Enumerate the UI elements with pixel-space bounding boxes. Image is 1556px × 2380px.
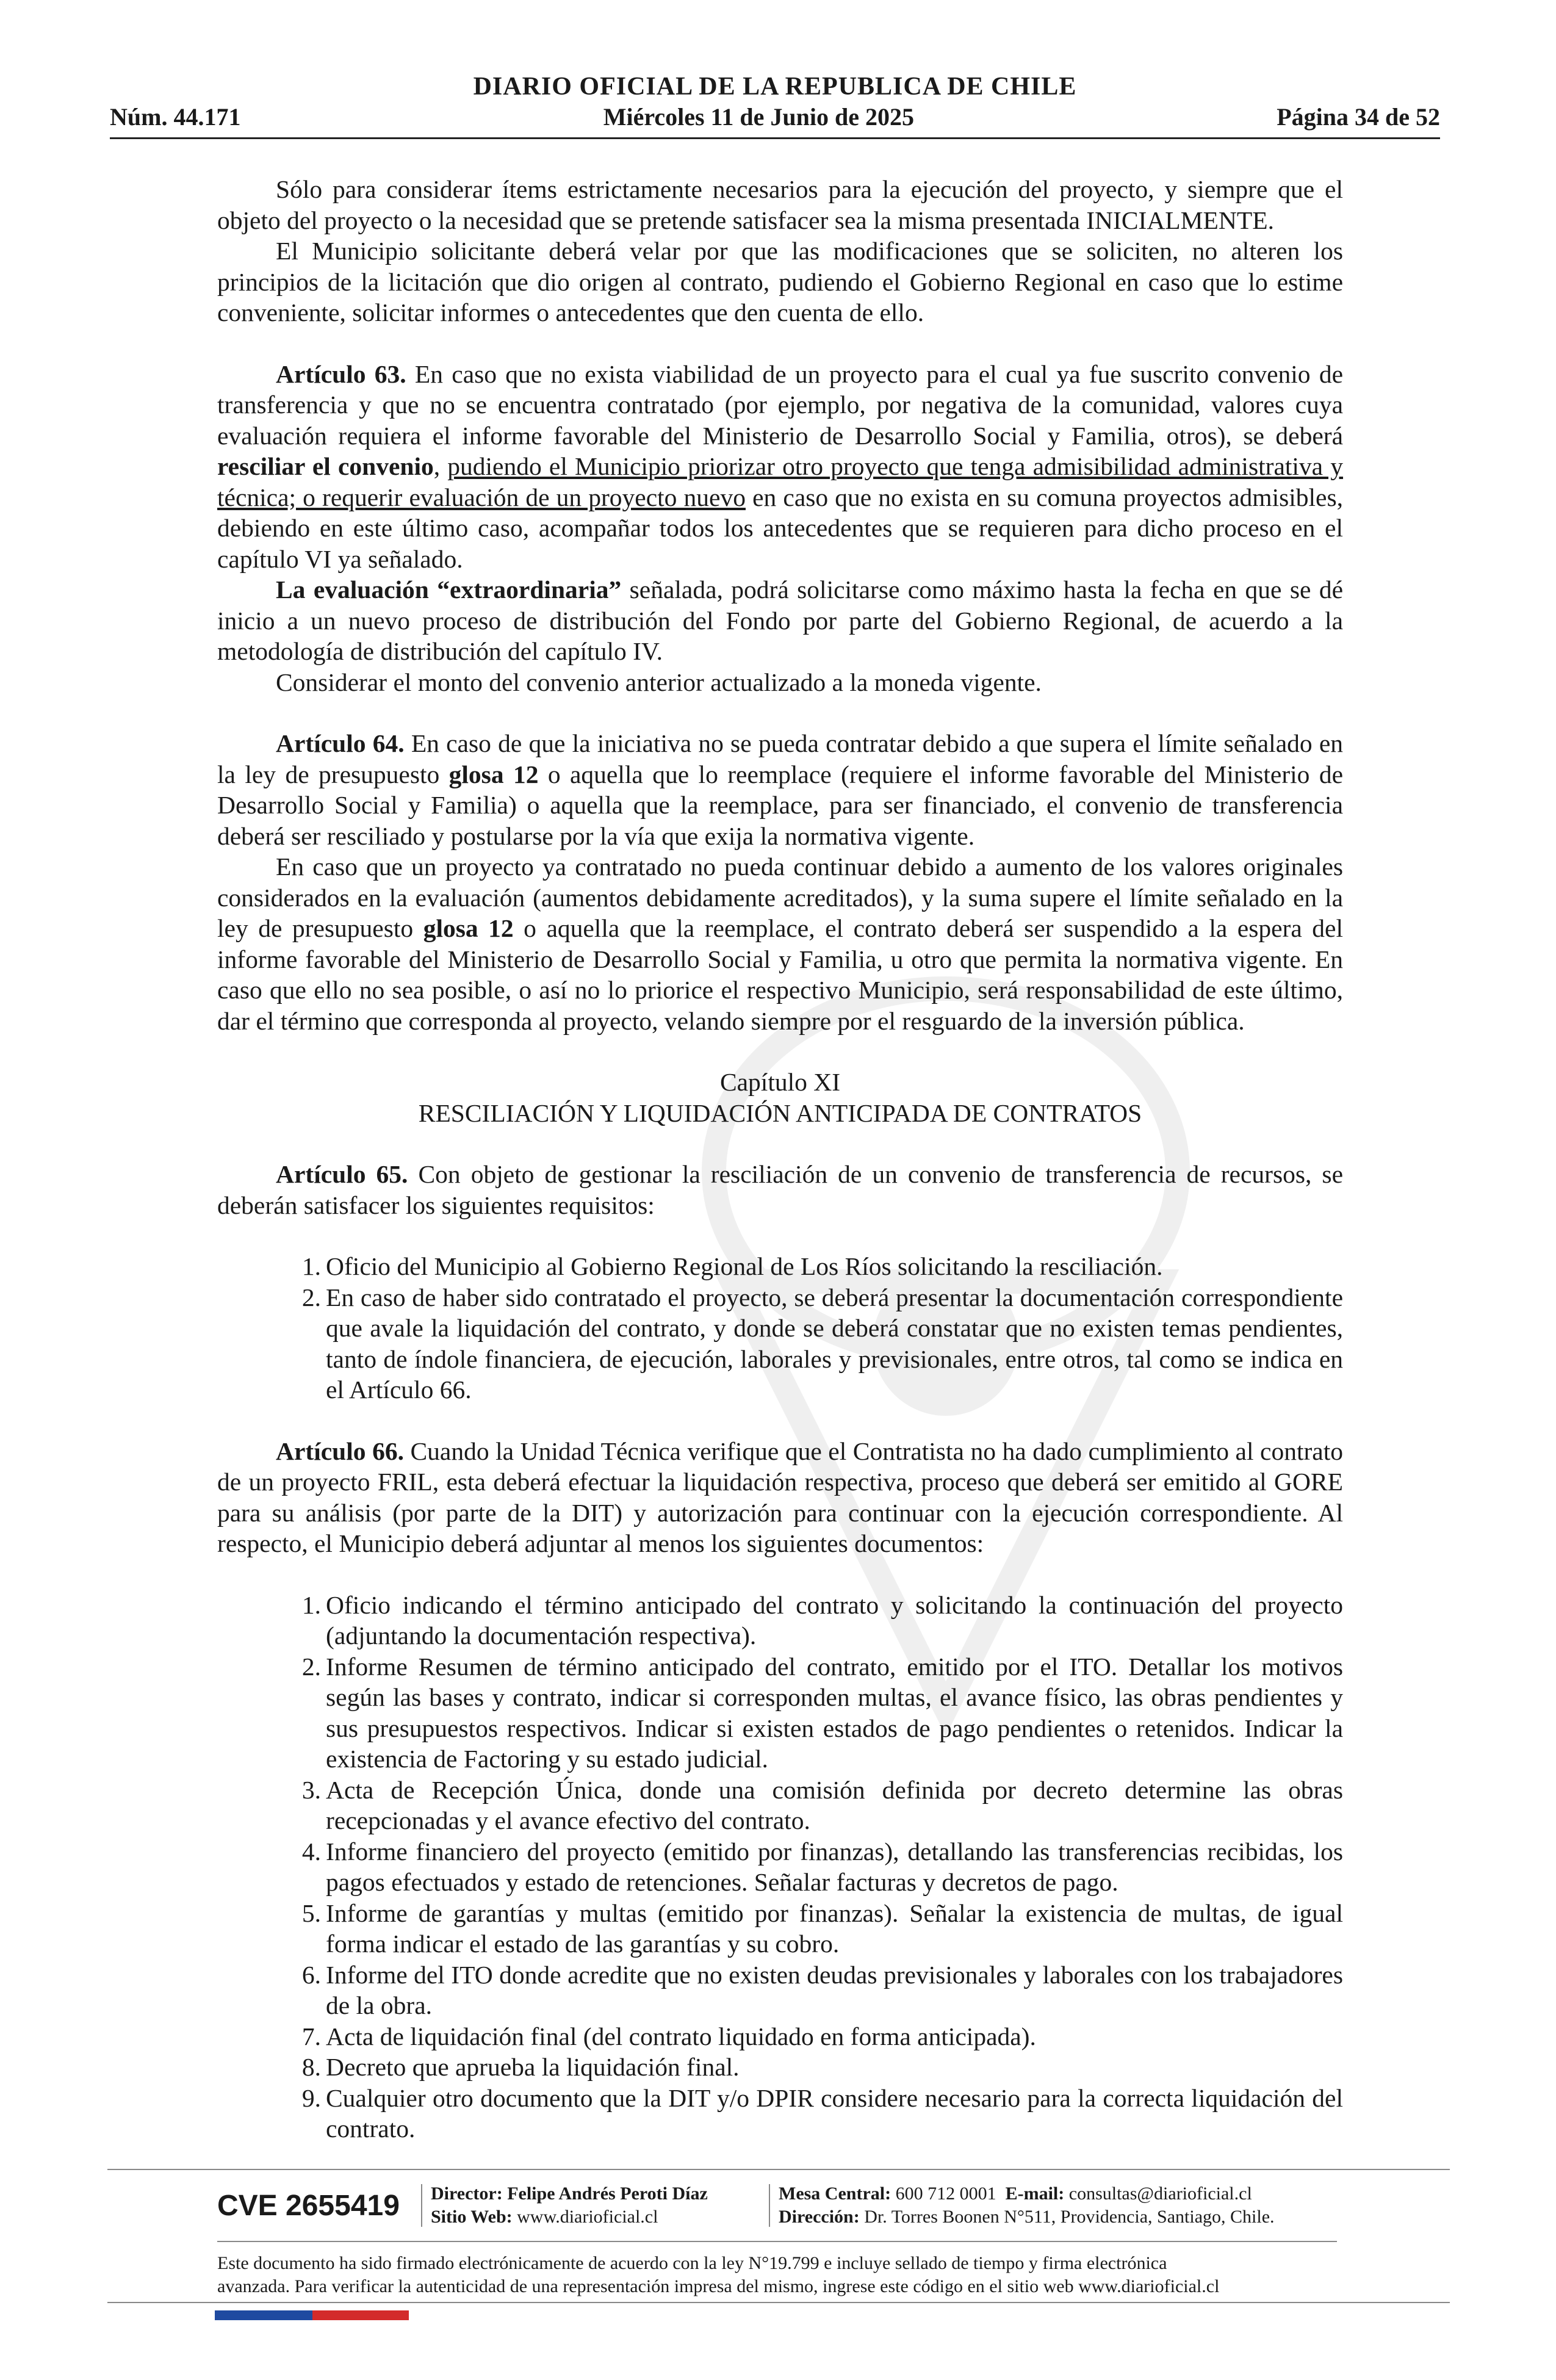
phone-number: 600 712 0001 — [895, 2183, 996, 2204]
list-item — [217, 1960, 1343, 2021]
footer-divider — [107, 2169, 1450, 2170]
list-item-text: Informe del ITO donde acredite que no existen deudas previsionales y laborales con los trabajadores de la obra. — [326, 1960, 1343, 2019]
address: Dr. Torres Boonen N°511, Providencia, Santiago, Chile. — [864, 2207, 1275, 2227]
flag-red-segment — [312, 2310, 409, 2320]
cve-code: CVE 2655419 — [217, 2189, 400, 2222]
article-label: Artículo 66. — [276, 1437, 404, 1465]
list-item-number: 3. — [301, 1775, 321, 1804]
list-item-text: Acta de Recepción Única, donde una comisión definida por decreto determine las obras recepcionadas y el avance efectivo del contrato. — [326, 1775, 1343, 1834]
list-item — [217, 1251, 1343, 1282]
list-item-text: Cualquier otro documento que la DIT y/o DPIR considere necesario para la correcta liquidación del contrato. — [326, 2083, 1343, 2143]
chile-flag-stripe — [215, 2310, 409, 2320]
header-divider — [110, 137, 1440, 139]
list-item-number: 9. — [301, 2083, 321, 2112]
list-item-number: 1. — [301, 1252, 321, 1280]
list-item — [217, 2052, 1343, 2083]
publication-title: DIARIO OFICIAL DE LA REPUBLICA DE CHILE — [473, 73, 1077, 101]
documents-list — [217, 1590, 1343, 2144]
list-item — [217, 1651, 1343, 1775]
article-label: Artículo 64. — [276, 729, 405, 757]
list-item-text: Decreto que aprueba la liquidación final. — [326, 2053, 740, 2081]
list-item-number: 2. — [301, 1652, 321, 1681]
requirements-list — [217, 1251, 1343, 1405]
list-item — [217, 1898, 1343, 1960]
list-item-number: 5. — [301, 1899, 321, 1927]
chapter-title: RESCILIACIÓN Y LIQUIDACIÓN ANTICIPADA DE CONTRATOS — [418, 1098, 1142, 1127]
list-item-text: Oficio del Municipio al Gobierno Regional de Los Ríos solicitando la resciliación. — [326, 1252, 1163, 1280]
paragraph: En caso que un proyecto ya contratado no pueda continuar debido a aumento de los valores originales considerados en la evaluación (aumentos debidamente acreditados), y la suma supere el límite señalado en la ley de presupuesto glosa 12 o aquella que la reemplace, el contrato deberá ser suspendido a la espera del informe favorable del Ministerio de Desarrollo Social y Familia, u otro que permita la normativa vigente. En caso que ello no sea posible, o así no lo priorice el respectivo Municipio, será responsabilidad de este último, dar el término que corresponda al proyecto, velando siempre por el resguardo de la inversión pública. — [217, 853, 1343, 1035]
list-item-text: Informe de garantías y multas (emitido por finanzas). Señalar la existencia de multas, de igual forma indicar el estado de las garantías y su cobro. — [326, 1899, 1343, 1958]
paragraph: La evaluación “extraordinaria” señalada, podrá solicitarse como máximo hasta la fecha en que se dé inicio a un nuevo proceso de distribución del Fondo por parte del Gobierno Regional, de acuerdo a la metodología de distribución del capítulo IV. — [217, 575, 1343, 665]
paragraph: Considerar el monto del convenio anterior actualizado a la moneda vigente. — [276, 668, 1042, 696]
page-footer — [217, 2182, 1346, 2229]
list-item — [217, 1282, 1343, 1405]
list-item — [217, 2083, 1343, 2144]
article-label: Artículo 65. — [276, 1160, 408, 1188]
director-name: Felipe Andrés Peroti Díaz — [507, 2183, 708, 2204]
list-item — [217, 2021, 1343, 2052]
email-link[interactable]: consultas@diarioficial.cl — [1068, 2183, 1252, 2204]
list-item-text: Oficio indicando el término anticipado del contrato y solicitando la continuación del proyecto (adjuntando la documentación respectiva). — [326, 1590, 1343, 1650]
paragraph: Sólo para considerar ítems estrictamente necesarios para la ejecución del proyecto, y siempre que el objeto del proyecto o la necesidad que se pretende satisfacer sea la misma presentada INICIALMENTE. — [217, 175, 1343, 234]
issue-date: Miércoles 11 de Junio de 2025 — [603, 103, 914, 131]
list-item — [217, 1836, 1343, 1898]
list-item-text: Acta de liquidación final (del contrato liquidado en forma anticipada). — [326, 2022, 1036, 2050]
issue-number: Núm. 44.171 — [110, 103, 241, 131]
document-body — [217, 174, 1343, 2144]
article-66: Artículo 66. Cuando la Unidad Técnica verifique que el Contratista no ha dado cumplimiento al contrato de un proyecto FRIL, esta deberá efectuar la liquidación respectiva, proceso que deberá ser emitido al GORE para su análisis (por parte de la DIT) y autorización para continuar con la ejecución correspondiente. Al respecto, el Municipio deberá adjuntar al menos los siguientes documentos: — [217, 1437, 1343, 1557]
footer-contact-block: Mesa Central: 600 712 0001 E-mail: consultas@diarioficial.cl Dirección: Dr. Torres Boonen N°511, Providencia, Santiago, Chile. — [779, 2183, 1275, 2227]
legal-notice: Este documento ha sido firmado electrónicamente de acuerdo con la ley N°19.799 e incluye sellado de tiempo y firma electrónica avanzada. Para verificar la autenticidad de una representación impresa del mismo, ingrese este código en el sitio web www.diarioficial.cl — [217, 2253, 1220, 2296]
list-item-number: 2. — [301, 1283, 321, 1311]
chapter-number: Capítulo XI — [719, 1068, 841, 1096]
list-item-number: 8. — [301, 2053, 321, 2081]
website-link[interactable]: www.diarioficial.cl — [517, 2207, 658, 2227]
list-item-number: 1. — [301, 1590, 321, 1619]
article-65: Artículo 65. Con objeto de gestionar la resciliación de un convenio de transferencia de recursos, se deberán satisfacer los siguientes requisitos: — [217, 1160, 1343, 1219]
article-63: Artículo 63. En caso que no exista viabilidad de un proyecto para el cual ya fue suscrito convenio de transferencia y que no se encuentra contratado (por ejemplo, por negativa de la comunidad, valores cuya evaluación requiera el informe favorable del Ministerio de Desarrollo Social y Familia, otros), se deberá resciliar el convenio, pudiendo el Municipio priorizar otro proyecto que tenga admisibilidad administrativa y técnica; o requerir evaluación de un proyecto nuevo en caso que no exista en su comuna proyectos admisibles, debiendo en este último caso, acompañar todos los antecedentes que se requieren para dicho proceso en el capítulo VI ya señalado. — [217, 359, 1344, 573]
list-item-text: Informe financiero del proyecto (emitido por finanzas), detallando las transferencias recibidas, los pagos efectuados y estado de retenciones. Señalar facturas y decretos de pago. — [326, 1837, 1343, 1896]
article-label: Artículo 63. — [276, 359, 406, 388]
footer-divider — [107, 2302, 1450, 2303]
article-64: Artículo 64. En caso de que la iniciativa no se pueda contratar debido a que supera el límite señalado en la ley de presupuesto glosa 12 o aquella que lo reemplace (requiere el informe favorable del Ministerio de Desarrollo Social y Familia) o aquella que la reemplace, para ser financiado, el convenio de transferencia deberá ser resciliado y postularse por la vía que exija la normativa vigente. — [217, 729, 1343, 850]
list-item-number: 6. — [301, 1960, 321, 1989]
footer-divider — [217, 2241, 1337, 2242]
page-number: Página 34 de 52 — [1277, 103, 1440, 131]
list-item — [217, 1775, 1343, 1836]
footer-director-block: Director: Felipe Andrés Peroti Díaz Sitio Web: www.diarioficial.cl — [431, 2183, 708, 2227]
list-item-text: En caso de haber sido contratado el proyecto, se deberá presentar la documentación correspondiente que avale la liquidación del contrato, y donde se deberá constatar que no existen temas pendientes, tanto de índole financiera, de ejecución, laborales y previsionales, entre otros, tal como se indica en el Artículo 66. — [326, 1283, 1343, 1404]
underlined-text: pudiendo el Municipio priorizar otro proyecto que tenga admisibilidad administrativa y técnica; o requerir evaluación de un proyecto nuevo — [217, 452, 1344, 511]
list-item-number: 4. — [301, 1837, 321, 1866]
list-item — [217, 1590, 1343, 1651]
list-item-number: 7. — [301, 2022, 321, 2050]
flag-blue-segment — [215, 2310, 312, 2320]
list-item-text: Informe Resumen de término anticipado del contrato, emitido por el ITO. Detallar los motivos según las bases y contrato, indicar si corresponden multas, el avance físico, las obras pendientes y sus presupuestos respectivos. Indicar si existen estados de pago pendientes o retenidos. Indicar la existencia de Factoring y su estado judicial. — [326, 1652, 1343, 1773]
paragraph: El Municipio solicitante deberá velar por que las modificaciones que se soliciten, no alteren los principios de la licitación que dio origen al contrato, pudiendo el Gobierno Regional en caso que lo estime conveniente, solicitar informes o antecedentes que den cuenta de ello. — [217, 237, 1343, 326]
page-header — [110, 72, 1440, 139]
